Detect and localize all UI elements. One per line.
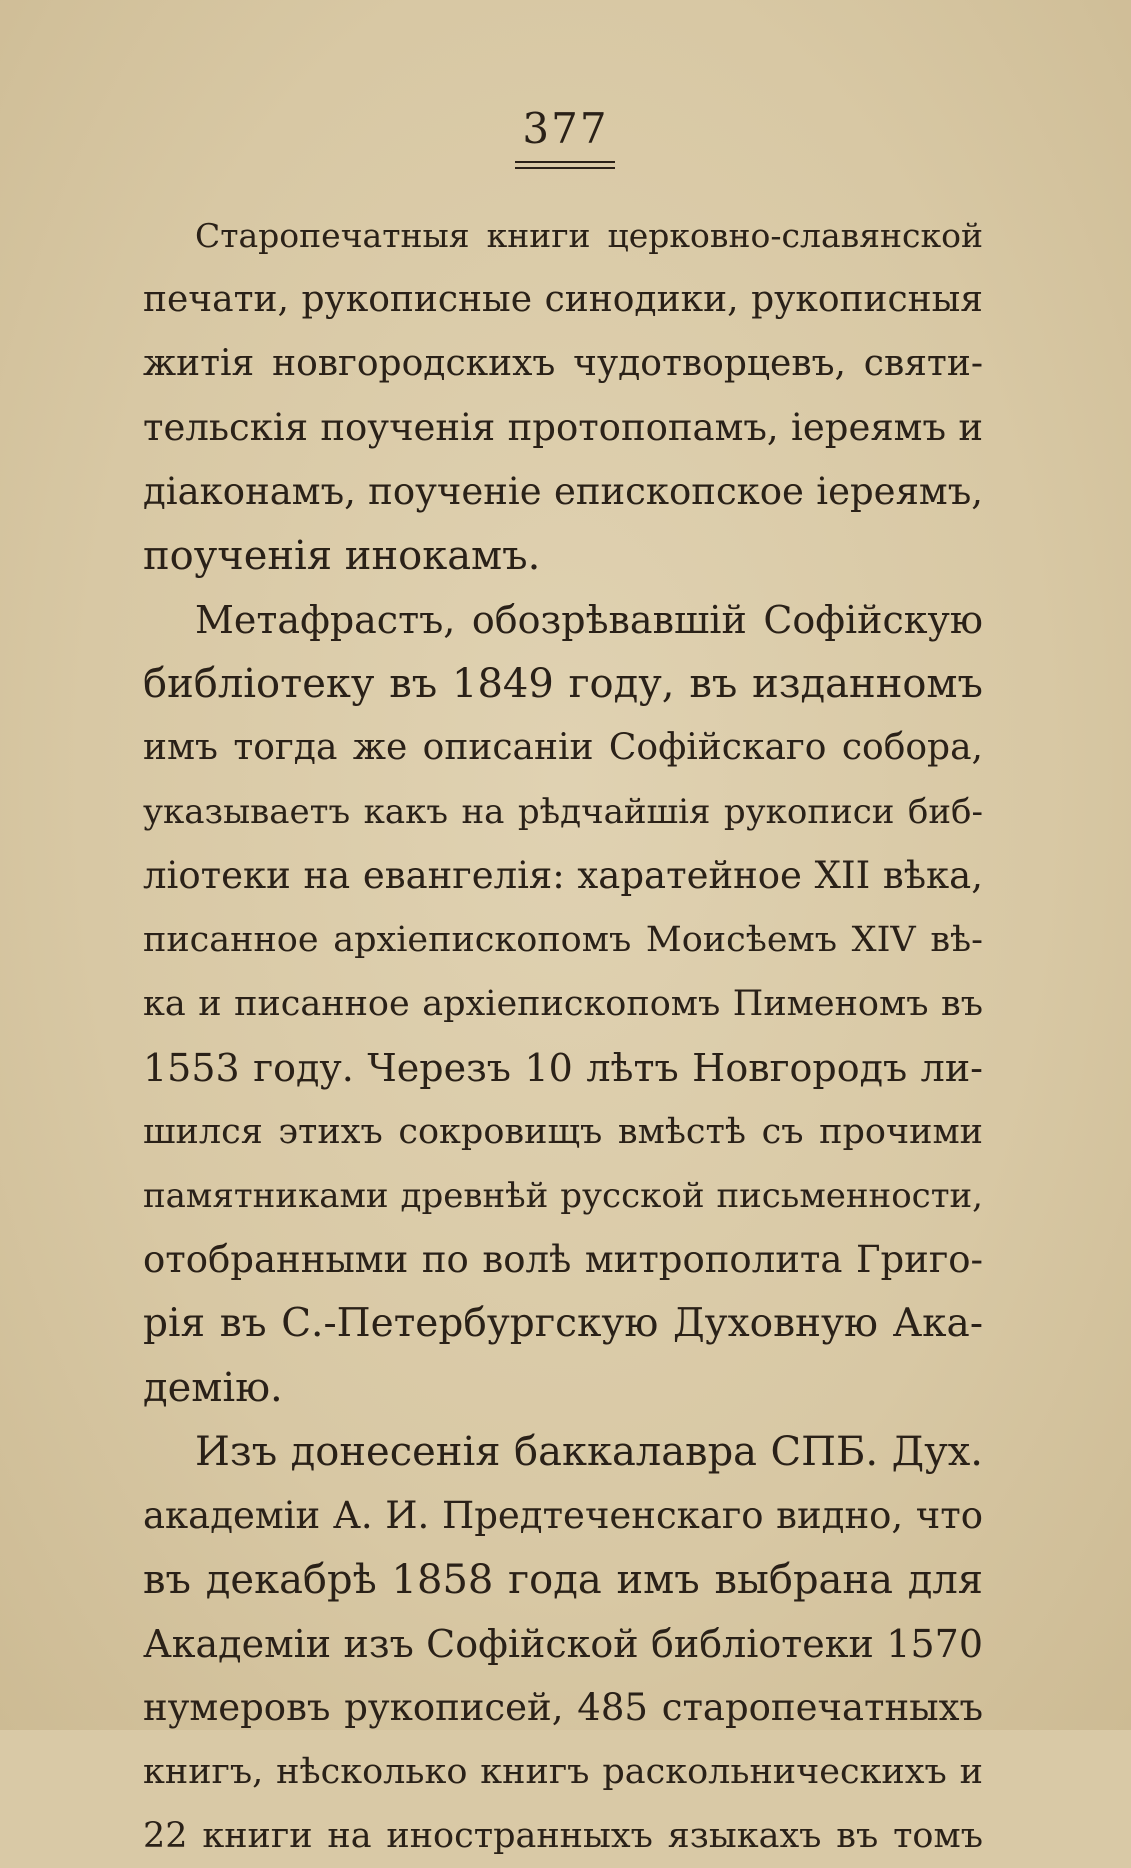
text-line: Метафрастъ, обозрѣвавшій Софійскую bbox=[195, 598, 983, 642]
text-line: ліотеки на евангелія: харатейное XII вѣка, bbox=[143, 854, 983, 897]
text-line: діаконамъ, поученіе епископское іереямъ, bbox=[143, 470, 983, 513]
text-line: шился этихъ сокровищъ вмѣстѣ съ прочими bbox=[143, 1112, 983, 1152]
text-line: Старопечатныя книги церковно-славянской bbox=[195, 216, 983, 255]
text-line: поученія инокамъ. bbox=[143, 533, 541, 579]
text-line: Академіи изъ Софійской библіотеки 1570 bbox=[143, 1622, 983, 1666]
double-rule bbox=[515, 161, 615, 169]
text-line: тельскія поученія протопопамъ, іереямъ и bbox=[143, 406, 983, 449]
text-line: памятниками древнѣй русской письменности, bbox=[143, 1176, 983, 1216]
text-line: нумеровъ рукописей, 485 старопечатныхъ bbox=[143, 1686, 983, 1729]
text-line: отобранными по волѣ митрополита Григо- bbox=[143, 1238, 983, 1281]
text-line: 22 книги на иностранныхъ языкахъ въ томъ bbox=[143, 1816, 983, 1856]
text-line: имъ тогда же описаніи Софійскаго собора, bbox=[143, 727, 983, 768]
text-line: ка и писанное архіепископомъ Пименомъ въ bbox=[143, 984, 983, 1024]
page-number: 377 bbox=[522, 104, 609, 153]
text-line: книгъ, нѣсколько книгъ раскольническихъ и bbox=[143, 1752, 983, 1792]
text-line: житія новгородскихъ чудотворцевъ, святи- bbox=[143, 343, 983, 384]
text-line: библіотеку въ 1849 году, въ изданномъ bbox=[143, 661, 983, 707]
text-line: 1553 году. Черезъ 10 лѣтъ Новгородъ ли- bbox=[143, 1046, 983, 1090]
text-line: указываетъ какъ на рѣдчайшія рукописи биб- bbox=[143, 792, 983, 832]
text-line: печати, рукописные синодики, рукописныя bbox=[143, 279, 983, 320]
text-line: Изъ донесенія баккалавра СПБ. Дух. bbox=[195, 1429, 983, 1475]
text-line: въ декабрѣ 1858 года имъ выбрана для bbox=[143, 1557, 983, 1603]
body-text bbox=[143, 204, 983, 1868]
text-line: рія въ С.-Петербургскую Духовную Ака- bbox=[143, 1301, 983, 1346]
text-line: демію. bbox=[143, 1365, 283, 1411]
text-line: писанное архіепископомъ Моисѣемъ XIV вѣ- bbox=[143, 920, 983, 960]
text-line: академіи А. И. Предтеченскаго видно, что bbox=[143, 1494, 983, 1537]
